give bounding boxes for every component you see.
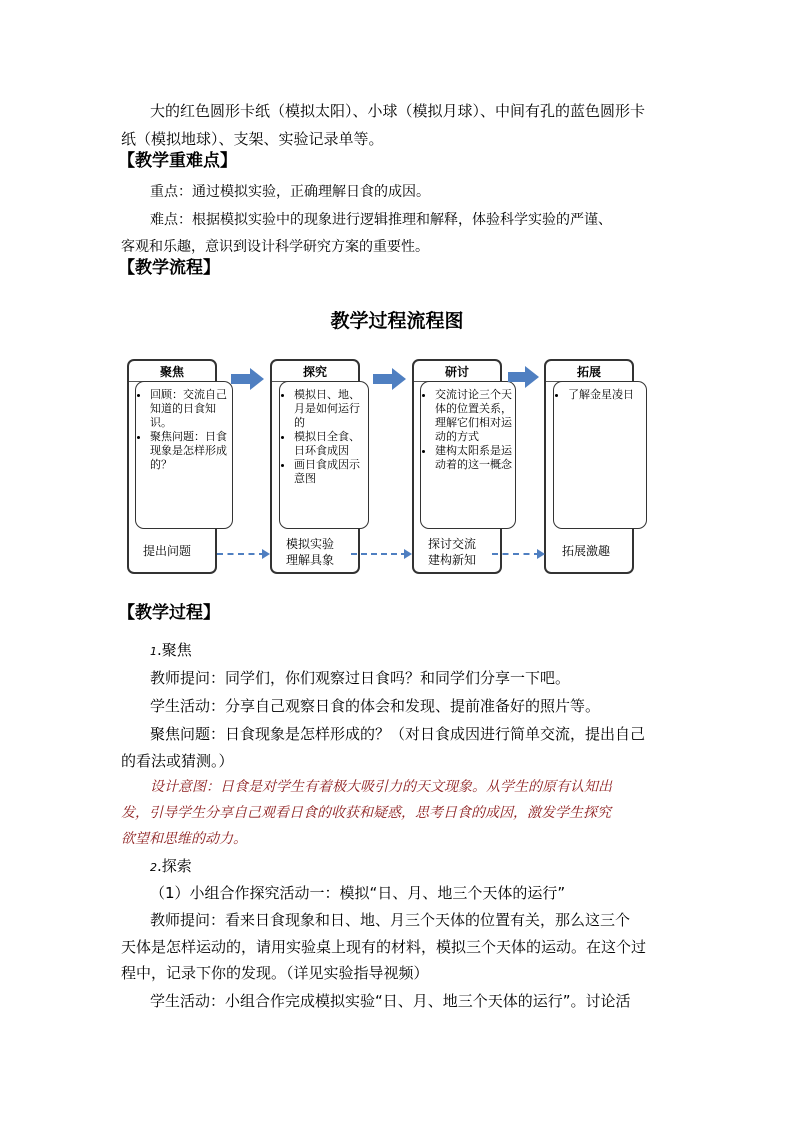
teacher-question-1: 教师提问：同学们，你们观察过日食吗？和同学们分享一下吧。	[150, 669, 571, 687]
hard-point-line-2: 客观和乐趣，意识到设计科学研究方案的重要性。	[121, 239, 429, 255]
stage-footer: 提出问题	[143, 544, 192, 558]
detail-item: • 建构太阳系是运动着的这一概念	[435, 444, 515, 472]
design-intent-line-3: 欲望和思维的动力。	[121, 831, 247, 847]
difficulty-heading: 【教学重难点】	[118, 151, 237, 171]
dashed-connector	[217, 553, 265, 555]
activity-1: （1）小组合作探究活动一：模拟“日、月、地三个天体的运行”	[150, 884, 566, 902]
section-number: 1	[150, 645, 157, 658]
key-point: 重点：通过模拟实验，正确理解日食的成因。	[150, 184, 430, 200]
stage-footer: 拓展激趣	[562, 544, 611, 558]
detail-item: • 聚焦问题：日食现象是怎样形成的？	[150, 430, 232, 472]
teacher-question-2-line-2: 天体是怎样运动的，请用实验桌上现有的材料，模拟三个天体的运动。在这个过	[121, 938, 647, 956]
stage-footer: 建构新知	[428, 553, 477, 567]
stage-title: 探究	[302, 365, 327, 379]
section-2-title	[150, 856, 192, 878]
detail-item: • 画日食成因示意图	[294, 458, 368, 486]
stage-footer: 探讨交流	[428, 537, 477, 551]
stage-footer: 理解具象	[286, 553, 335, 567]
materials-line-1: 大的红色圆形卡纸（模拟太阳）、小球（模拟月球）、中间有孔的蓝色圆形卡	[150, 102, 646, 120]
stage-focus-detail	[135, 381, 233, 529]
focus-question-line-1: 聚焦问题：日食现象是怎样形成的？（对日食成因进行简单交流，提出自己	[150, 725, 646, 743]
stage-title: 聚焦	[159, 365, 184, 379]
teacher-question-2-line-3: 程中，记录下你的发现。（详见实验指导视频）	[121, 964, 429, 982]
flowchart-title: 教学过程流程图	[330, 310, 464, 332]
right-arrow-icon	[231, 368, 264, 390]
stage-title: 拓展	[576, 365, 601, 379]
design-intent-line-2: 发，引导学生分享自己观看日食的收获和疑惑，思考日食的成因，激发学生探究	[121, 805, 611, 821]
detail-item: • 回顾：交流自己知道的日食知识。	[150, 388, 232, 430]
process-heading: 【教学过程】	[118, 603, 220, 623]
arrowhead-icon	[537, 549, 545, 559]
right-arrow-icon	[373, 368, 406, 390]
focus-question-line-2: 的看法或猜测。）	[121, 752, 234, 770]
section-1-title	[150, 640, 192, 662]
dashed-connector	[492, 553, 540, 555]
arrowhead-icon	[404, 549, 412, 559]
detail-item: • 模拟日全食、日环食成因	[294, 430, 368, 458]
detail-item: • 了解金星凌日	[568, 388, 646, 402]
arrowhead-icon	[262, 549, 270, 559]
stage-footer: 模拟实验	[286, 537, 335, 551]
section-label: .探索	[157, 857, 192, 875]
hard-point-line-1: 难点：根据模拟实验中的现象进行逻辑推理和解释，体验科学实验的严谨、	[150, 212, 612, 228]
stage-explore-detail	[279, 381, 369, 529]
detail-item: • 交流讨论三个天体的位置关系，理解它们相对运动的方式	[435, 388, 515, 444]
materials-line-2: 纸（模拟地球）、支架、实验记录单等。	[121, 130, 384, 148]
student-activity-1: 学生活动：分享自己观察日食的体会和发现、提前准备好的照片等。	[150, 697, 601, 715]
teacher-question-2-line-1: 教师提问：看来日食现象和日、地、月三个天体的位置有关，那么这三个	[150, 911, 631, 929]
flow-heading: 【教学流程】	[118, 258, 220, 278]
stage-title: 研讨	[444, 365, 469, 379]
stage-extend-detail	[553, 381, 647, 529]
section-number: 2	[150, 861, 157, 874]
detail-item: • 模拟日、地、月是如何运行的	[294, 388, 368, 430]
stage-discuss-detail	[420, 381, 516, 529]
section-label: .聚焦	[157, 641, 192, 659]
student-activity-2: 学生活动：小组合作完成模拟实验“日、月、地三个天体的运行”。讨论活	[150, 992, 631, 1010]
dashed-connector	[351, 553, 407, 555]
right-arrow-icon	[508, 366, 539, 388]
design-intent-line-1: 设计意图：日食是对学生有着极大吸引力的天文现象。从学生的原有认知出	[150, 779, 612, 795]
